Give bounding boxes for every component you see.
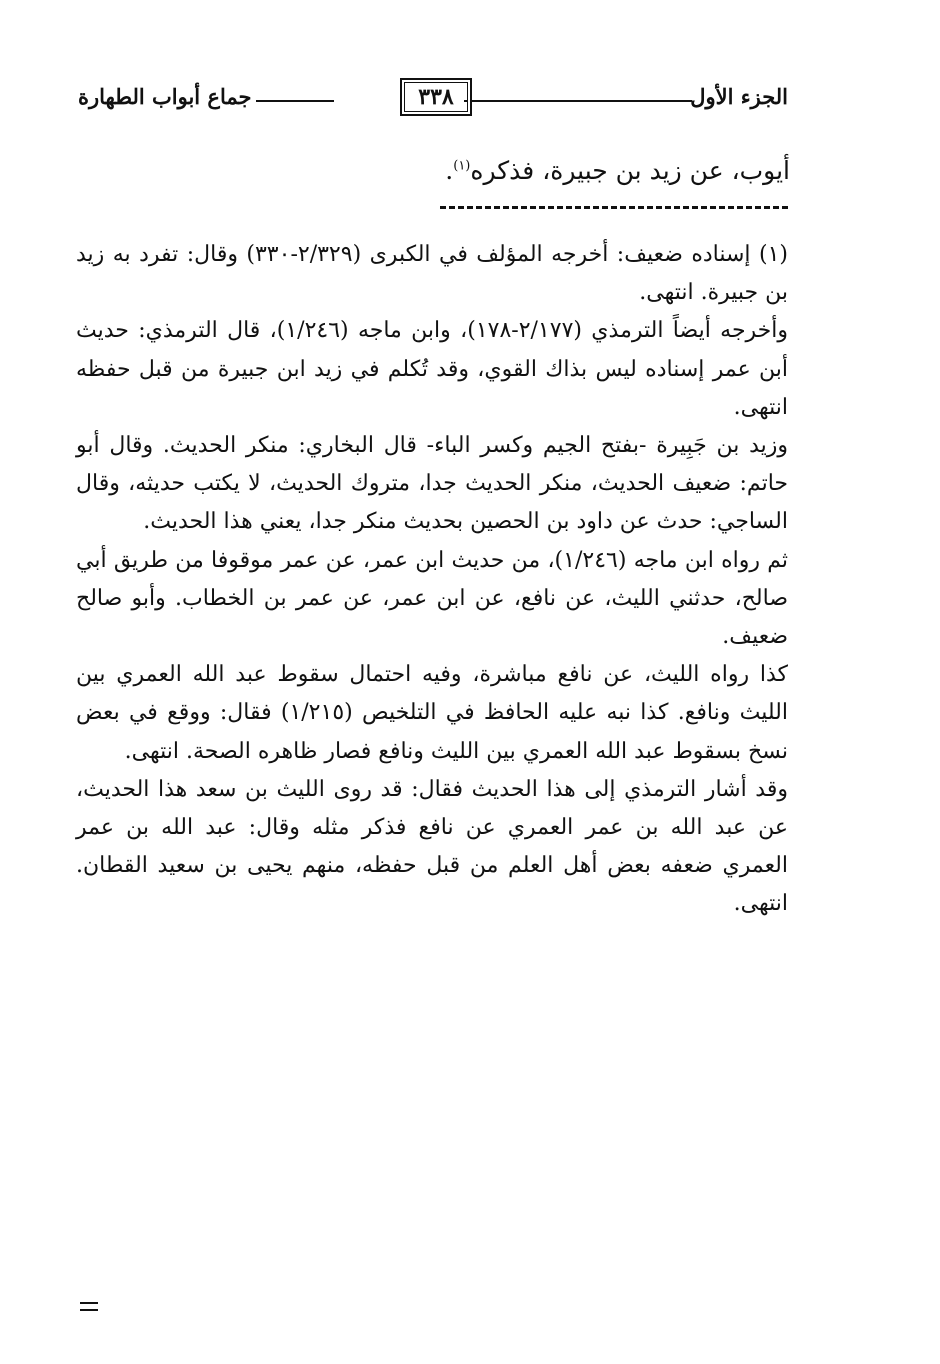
footnote-paragraph-2: وأخرجه أيضاً الترمذي (٢/١٧٧-١٧٨)، وابن ماجه (١/٢٤٦)، قال الترمذي: حديث أبن عمر إسناده ليس بذاك القوي، وقد تُكلم في زيد ابن جبيرة من قبل حفظه انتهى. [76, 318, 789, 420]
continuation-mark [80, 1302, 98, 1316]
footnote-ref: (١) [453, 158, 471, 174]
main-text [445, 156, 790, 185]
footnote-separator [440, 206, 788, 209]
footnote-paragraph-3: وزيد بن جَبِيرة -بفتح الجيم وكسر الباء- قال البخاري: منكر الحديث. وقال أبو حاتم: ضعيف الحديث، منكر الحديث جدا، متروك الحديث، لا يكتب حديثه، وقال الساجي: حدث عن داود بن الحصين بحديث منكر جدا، يعني هذا الحديث. [76, 433, 788, 535]
header-rule-left [256, 100, 334, 102]
page-number: ٣٣٨ [400, 78, 472, 116]
footnotes [76, 236, 788, 924]
header-rule-right [464, 100, 692, 102]
chapter-title: جماع أبواب الطهارة [78, 84, 252, 109]
main-text-end: . [445, 156, 454, 185]
volume-label: الجزء الأول [690, 84, 788, 109]
footnote-paragraph-4: ثم رواه ابن ماجه (١/٢٤٦)، من حديث ابن عمر، عن عمر موقوفا من طريق أبي صالح، حدثني الليث، عن نافع، عن ابن عمر، عن عمر بن الخطاب. وأبو صالح ضعيف. [76, 547, 789, 650]
running-header [78, 76, 788, 126]
main-text-line: أيوب، عن زيد بن جبيرة، فذكره [470, 156, 790, 185]
footnote-paragraph-1: (١) إسناده ضعيف: أخرجه المؤلف في الكبرى (٢/٣٢٩-٣٣٠) وقال: تفرد به زيد بن جبيرة. انتهى. [76, 242, 788, 306]
footnote-paragraph-5: كذا رواه الليث، عن نافع مباشرة، وفيه احتمال سقوط عبد الله العمري بين الليث ونافع. كذا نبه عليه الحافظ في التلخيص (١/٢١٥) فقال: ووقع في بعض نسخ بسقوط عبد الله العمري بين الليث ونافع فصار ظاهره الصحة. انتهى. [76, 662, 788, 764]
footnote-paragraph-6: وقد أشار الترمذي إلى هذا الحديث فقال: قد روى الليث بن سعد هذا الحديث، عن عبد الله بن عمر العمري عن نافع فذكر مثله وقال: عبد الله بن عمر العمري ضعفه بعض أهل العلم من قبل حفظه، منهم يحيى بن سعيد القطان. انتهى. [76, 776, 788, 917]
